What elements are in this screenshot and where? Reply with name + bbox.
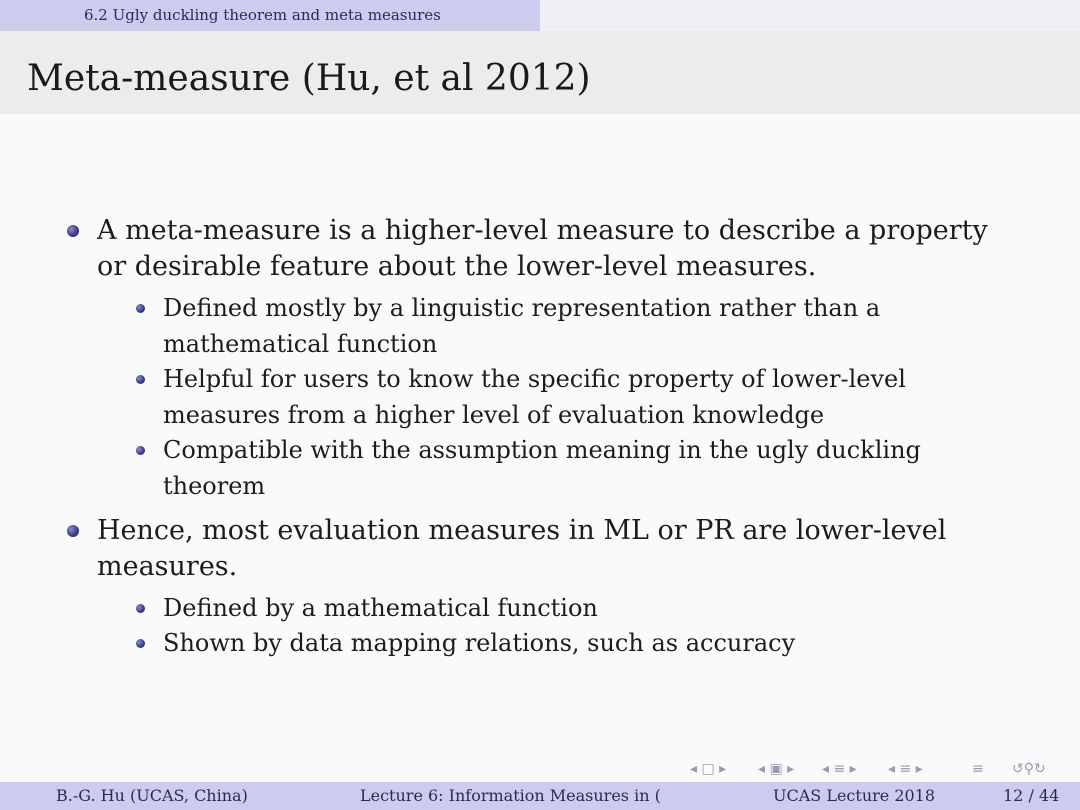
sub-bullet-line: mathematical function <box>163 329 438 358</box>
footer-author: B.-G. Hu (UCAS, China) <box>56 786 248 805</box>
sub-bullet-text <box>163 291 1033 362</box>
search-icon[interactable]: ↺⚲↻ <box>1012 761 1046 777</box>
nav-prev-icon[interactable]: ◂ □ ▸ <box>690 761 727 777</box>
sub-bullet-icon <box>136 304 145 313</box>
sub-bullet-icon <box>136 375 145 384</box>
sub-bullet-line: Defined mostly by a linguistic representation rather than a <box>163 294 881 322</box>
bullet-line: A meta-measure is a higher-level measure to describe a property <box>97 215 988 246</box>
frame-icon[interactable]: ◂ ▣ ▸ <box>758 761 795 777</box>
bullet-line: Hence, most evaluation measures in ML or PR are lower-level <box>97 515 947 546</box>
align-icon[interactable]: ≡ <box>972 761 984 777</box>
sub-bullet-line: Defined by a mathematical function <box>163 594 598 622</box>
sub-bullet-icon <box>136 446 145 455</box>
sub-bullet-text <box>163 362 1033 433</box>
sub-bullet-text <box>163 591 1033 627</box>
section-icon[interactable]: ◂ ≡ ▸ <box>888 761 923 777</box>
bullet-icon <box>67 525 79 537</box>
sub-bullet-line: theorem <box>163 471 266 500</box>
bullet-icon <box>67 225 79 237</box>
sub-bullet-icon <box>136 639 145 648</box>
bullet-text <box>97 513 1037 585</box>
sub-bullet-text <box>163 626 1033 662</box>
sub-bullet-icon <box>136 604 145 613</box>
sub-bullet-line: Helpful for users to know the specific property of lower-level <box>163 365 906 393</box>
section-title[interactable]: 6.2 Ugly duckling theorem and meta measures <box>0 0 540 31</box>
sub-bullet-line: measures from a higher level of evaluation knowledge <box>163 400 825 429</box>
subsection-icon[interactable]: ◂ ≡ ▸ <box>822 761 857 777</box>
bullet-line: or desirable feature about the lower-level measures. <box>97 251 817 282</box>
footer-event: UCAS Lecture 2018 <box>773 786 936 805</box>
bullet-text <box>97 213 1037 285</box>
page-title: Meta-measure (Hu, et al 2012) <box>27 58 591 99</box>
bullet-line: measures. <box>97 551 238 582</box>
footer-lecture: Lecture 6: Information Measures in ( <box>360 786 661 805</box>
footer-bar <box>0 782 1080 810</box>
sub-bullet-line: Compatible with the assumption meaning in the ugly duckling <box>163 436 921 464</box>
sub-bullet-text <box>163 433 1033 504</box>
page-number: 12 / 44 <box>1003 786 1060 805</box>
beamer-navigation <box>690 759 1070 779</box>
header-bar <box>0 0 1080 31</box>
sub-bullet-line: Shown by data mapping relations, such as accuracy <box>163 629 796 657</box>
